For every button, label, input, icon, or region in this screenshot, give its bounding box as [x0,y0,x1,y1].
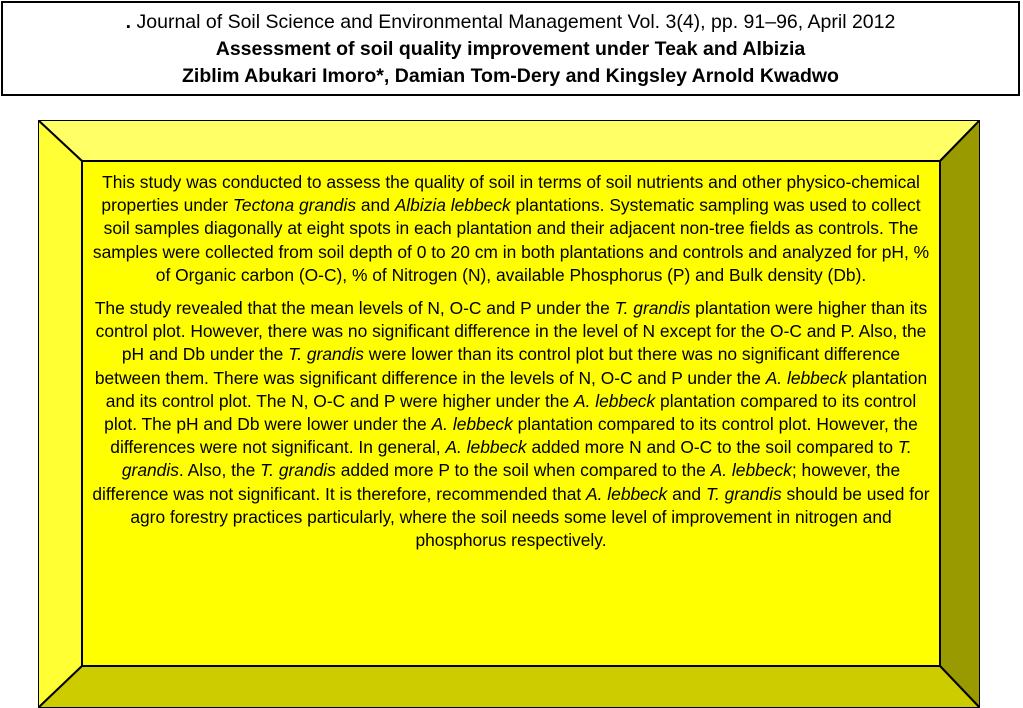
text-run: plantation were higher than its control plot. However, there was no significant difference in the level of N except for the O-C and P. Also, the pH and Db under the [95,298,928,365]
species-name: T. grandis [288,344,364,365]
text-run: added more P to the soil when compared to the [335,460,711,481]
text-run: should be used for agro forestry practices particularly, where the soil needs some level of improvement in nitrogen and phosphorus respectively. [130,483,930,551]
citation-prefix: . [125,11,132,33]
species-name: A. lebbeck [765,367,847,388]
header-box [1,1,1020,96]
text-run: plantations. Systematic sampling was used to collect soil samples diagonally at eight spots in each plantation and their adjacent non-tree fields as controls. The samples were collected from soil depth of 0 to 20 cm in both plantations and controls and analyzed for pH, % of Organic carbon (O-C), % of Nitrogen (N), available Phosphorus (P) and Bulk density (Db). [92,195,930,285]
species-name: Tectona grandis [232,195,357,216]
citation-line [3,9,1018,36]
abstract-panel [82,161,940,666]
paper-title: Assessment of soil quality improvement under Teak and Albizia [215,38,806,60]
text-run: ; however, the difference was not significant. It is therefore, recommended that [92,460,901,504]
text-run: and [356,195,395,216]
species-name: A. lebbeck [573,390,656,411]
citation-text: Journal of Soil Science and Environmental Management Vol. 3(4), pp. 91–96, April 2012 [136,11,896,33]
bevel-top [38,120,980,161]
species-name: T. grandis [260,460,336,481]
species-name: A. lebbeck [710,460,792,481]
abstract-paragraph-2 [90,297,932,552]
species-name: T. grandis [121,437,912,481]
text-run: . Also, the [178,460,261,481]
text-run: plantation compared to its control plot. However, the differences were not significant. In general, [110,414,918,458]
species-name: T. grandis [705,483,782,504]
species-name: A. lebbeck [431,414,513,435]
text-run: added more N and O-C to the soil compared to [526,437,898,458]
species-name: T. grandis [614,298,691,319]
abstract-paragraph-1 [90,171,932,287]
text-run: were lower than its control plot but there was no significant difference between them. There was significant difference in the levels of N, O-C and P under the [94,344,901,388]
species-name: A. lebbeck [445,437,527,458]
bevel-right [940,120,980,708]
text-run: plantation and its control plot. The N, O-C and P were higher under the [105,367,928,411]
species-name: Albizia lebbeck [394,195,511,216]
species-name: A. lebbeck [586,483,668,504]
text-run: plantation compared to its control plot. The pH and Db were lower under the [104,390,917,435]
bevel-bottom [38,666,980,708]
text-run: This study was conducted to assess the quality of soil in terms of soil nutrients and other physico-chemical properties under [101,172,920,216]
text-run: and [667,483,706,504]
text-run: The study revealed that the mean levels of N, O-C and P under the [94,298,615,319]
paper-authors: Ziblim Abukari Imoro*, Damian Tom-Dery and Kingsley Arnold Kwadwo [182,65,839,87]
bevel-left [38,120,82,708]
